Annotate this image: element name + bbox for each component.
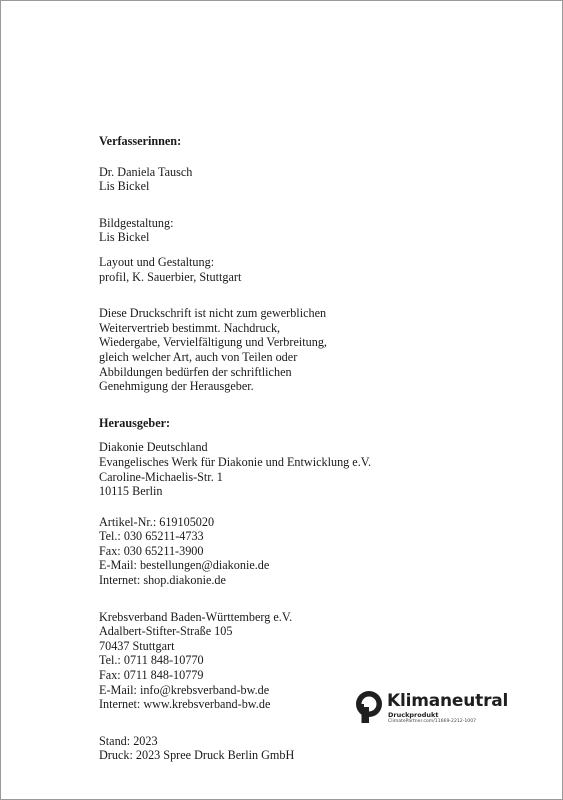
imprint-content bbox=[99, 134, 519, 763]
notice-line: Wiedergabe, Vervielfältigung und Verbreitung, bbox=[99, 335, 327, 350]
print-info: Druck: 2023 Spree Druck Berlin GmbH bbox=[99, 748, 295, 763]
climate-neutral-badge bbox=[355, 690, 515, 730]
partner-phone: Tel.: 0711 848-10770 bbox=[99, 653, 204, 668]
notice-line: gleich welcher Art, auch von Teilen oder bbox=[99, 349, 298, 364]
author-name: Dr. Daniela Tausch bbox=[99, 164, 193, 179]
phone: Tel.: 030 65211-4733 bbox=[99, 529, 204, 544]
address-line: Diakonie Deutschland bbox=[99, 440, 208, 455]
partner-name: Krebsverband Baden-Württemberg e.V. bbox=[99, 609, 293, 624]
badge-id: ClimatePartner.com/11669-2212-1007 bbox=[388, 719, 477, 724]
layout-name: profil, K. Sauerbier, Stuttgart bbox=[99, 269, 242, 284]
article-number: Artikel-Nr.: 619105020 bbox=[99, 514, 215, 529]
climatepartner-logo-icon bbox=[355, 690, 385, 726]
address-line: Evangelisches Werk für Diakonie und Entwicklung e.V. bbox=[99, 454, 372, 469]
fax: Fax: 030 65211-3900 bbox=[99, 543, 204, 558]
website: Internet: shop.diakonie.de bbox=[99, 573, 226, 588]
partner-fax: Fax: 0711 848-10779 bbox=[99, 668, 204, 683]
badge-title: Klimaneutral bbox=[387, 691, 509, 711]
badge-subtitle: Druckprodukt bbox=[388, 711, 439, 719]
authors-heading: Verfasserinnen: bbox=[99, 134, 182, 148]
partner-city: 70437 Stuttgart bbox=[99, 638, 175, 653]
address-line: Caroline-Michaelis-Str. 1 bbox=[99, 469, 223, 484]
notice-line: Genehmigung der Herausgeber. bbox=[99, 379, 254, 394]
stand-date: Stand: 2023 bbox=[99, 733, 158, 748]
email: E-Mail: bestellungen@diakonie.de bbox=[99, 558, 270, 573]
address-line: 10115 Berlin bbox=[99, 484, 163, 499]
author-name: Lis Bickel bbox=[99, 179, 150, 194]
publisher-address bbox=[99, 440, 519, 498]
notice-line: Diese Druckschrift ist nicht zum gewerblichen bbox=[99, 306, 327, 321]
partner-street: Adalbert-Stifter-Straße 105 bbox=[99, 624, 233, 639]
notice-line: Abbildungen bedürfen der schriftlichen bbox=[99, 364, 292, 379]
layout-label: Layout und Gestaltung: bbox=[99, 254, 215, 269]
image-design-label: Bildgestaltung: bbox=[99, 215, 174, 230]
notice-line: Weitervertrieb bestimmt. Nachdruck, bbox=[99, 320, 281, 335]
partner-website: Internet: www.krebsverband-bw.de bbox=[99, 697, 271, 712]
image-design-name: Lis Bickel bbox=[99, 230, 150, 245]
partner-email: E-Mail: info@krebsverband-bw.de bbox=[99, 682, 270, 697]
copyright-notice bbox=[99, 306, 519, 394]
publisher-contact bbox=[99, 515, 519, 588]
publisher-heading: Herausgeber: bbox=[99, 415, 171, 430]
